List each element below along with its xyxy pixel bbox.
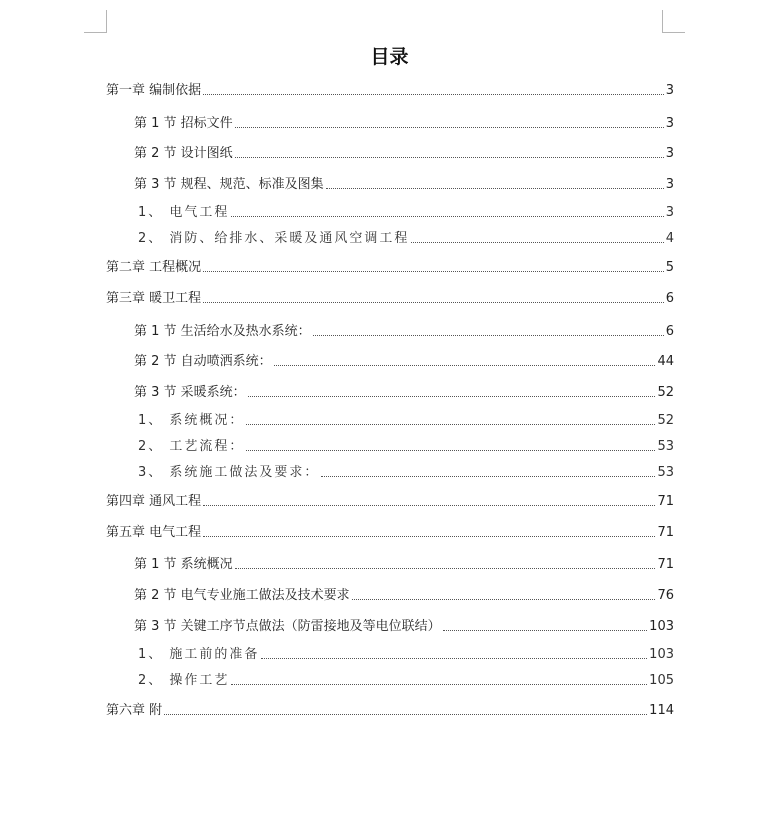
toc-entry-label: 第 3 节 关键工序节点做法（防雷接地及等电位联结） [134,619,441,634]
toc-entry-label: 2、 消防、给排水、采暖及通风空调工程 [138,231,410,246]
toc-entry-label: 2、 工艺流程： [138,439,245,454]
toc-entry-label: 第六章 附 [106,703,163,718]
toc-entry[interactable] [134,557,674,573]
toc-entry[interactable] [138,673,674,689]
toc-entry-page-number: 4 [665,231,674,246]
toc-entry-label: 3、 系统施工做法及要求： [138,465,320,480]
toc-entry-label: 第 3 节 规程、规范、标准及图集 [134,177,324,192]
toc-entry-label: 第 2 节 设计图纸 [134,146,233,161]
toc-dot-leader [235,157,664,158]
toc-entry-page-number: 52 [657,385,674,400]
toc-entry-page-number: 53 [657,439,674,454]
toc-entry[interactable] [106,525,674,541]
toc-entry[interactable] [106,291,674,307]
toc-dot-leader [203,536,655,537]
toc-entry-page-number: 105 [649,673,674,688]
toc-entry-label: 1、 施工前的准备 [138,647,260,662]
toc-entry-label: 第 3 节 采暖系统： [134,385,246,400]
toc-dot-leader [246,450,655,451]
toc-dot-leader [203,94,664,95]
toc-entry-page-number: 71 [657,557,674,572]
toc-entry[interactable] [134,354,674,370]
toc-dot-leader [203,302,664,303]
toc-entry[interactable] [138,439,674,455]
toc-entry[interactable] [134,177,674,193]
toc-dot-leader [411,242,663,243]
toc-entry[interactable] [138,205,674,221]
toc-entry-page-number: 3 [665,83,674,98]
toc-entry-label: 第一章 编制依据 [106,83,202,98]
toc-entry-page-number: 3 [665,205,674,220]
toc-entry[interactable] [138,231,674,247]
toc-entry-page-number: 53 [657,465,674,480]
toc-title: 目录 [370,46,409,68]
toc-entry[interactable] [138,413,674,429]
toc-entry[interactable] [138,647,674,663]
toc-entry-label: 第五章 电气工程 [106,525,202,540]
toc-entry-label: 第三章 暖卫工程 [106,291,202,306]
toc-entry-page-number: 114 [649,703,674,718]
toc-dot-leader [321,476,655,477]
toc-entry-page-number: 103 [649,647,674,662]
toc-entry-label: 2、 操作工艺 [138,673,230,688]
toc-entry-page-number: 76 [657,588,674,603]
toc-entry-page-number: 103 [649,619,674,634]
toc-entry-page-number: 71 [657,494,674,509]
toc-dot-leader [203,505,655,506]
toc-dot-leader [231,684,647,685]
toc-entry-page-number: 3 [665,116,674,131]
toc-entry-label: 第二章 工程概况 [106,260,202,275]
toc-entry[interactable] [106,83,674,99]
toc-entry-label: 第 2 节 自动喷洒系统： [134,354,272,369]
crop-mark-top-left [84,10,107,33]
toc-entry[interactable] [134,116,674,132]
toc-entry[interactable] [134,588,674,604]
toc-entry-label: 1、 系统概况： [138,413,245,428]
toc-dot-leader [235,127,664,128]
toc-entry[interactable] [134,146,674,162]
toc-dot-leader [231,216,663,217]
toc-entry-label: 第 2 节 电气专业施工做法及技术要求 [134,588,350,603]
toc-dot-leader [164,714,647,715]
crop-mark-top-right [662,10,685,33]
toc-entry-page-number: 6 [665,324,674,339]
toc-entry-label: 第 1 节 生活给水及热水系统： [134,324,311,339]
toc-dot-leader [313,335,664,336]
toc-entry-page-number: 71 [657,525,674,540]
toc-entry-label: 第 1 节 招标文件 [134,116,233,131]
toc-entry-label: 1、 电气工程 [138,205,230,220]
toc-dot-leader [274,365,656,366]
toc-entry[interactable] [138,465,674,481]
toc-entry-page-number: 52 [657,413,674,428]
toc-dot-leader [235,568,656,569]
toc-entry-page-number: 5 [665,260,674,275]
toc-dot-leader [352,599,656,600]
toc-entry-page-number: 3 [665,146,674,161]
toc-entry-page-number: 6 [665,291,674,306]
toc-dot-leader [246,424,655,425]
toc-dot-leader [261,658,647,659]
toc-dot-leader [248,396,656,397]
toc-dot-leader [443,630,648,631]
toc-dot-leader [326,188,664,189]
toc-entry-label: 第 1 节 系统概况 [134,557,233,572]
toc-entry-page-number: 3 [665,177,674,192]
toc-entry[interactable] [134,385,674,401]
toc-entry[interactable] [134,324,674,340]
toc-entry-label: 第四章 通风工程 [106,494,202,509]
toc-entry[interactable] [134,619,674,635]
toc-entry-page-number: 44 [657,354,674,369]
toc-entry[interactable] [106,260,674,276]
toc-dot-leader [203,271,664,272]
toc-entry[interactable] [106,703,674,719]
toc-entry[interactable] [106,494,674,510]
